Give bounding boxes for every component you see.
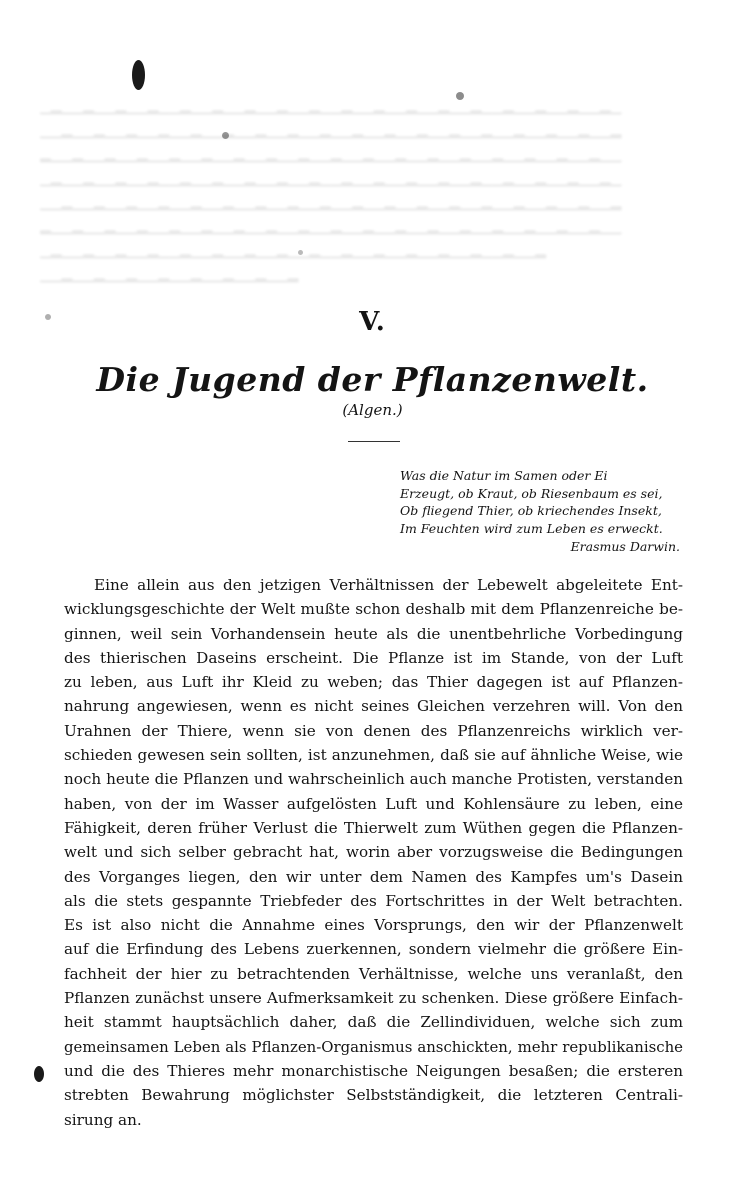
epigraph-line: Erzeugt, ob Kraut, ob Riesenbaum es sei, xyxy=(400,485,663,501)
text-line: des thierischen Daseins erscheint. Die Pflanze ist im Stande, von der Luft xyxy=(64,648,683,667)
chapter-number: V. xyxy=(359,307,386,337)
text-line: gemeinsamen Leben als Pflanzen-Organismus anschickten, mehr republikanische xyxy=(64,1037,683,1056)
text-line: auf die Erfindung des Lebens zuerkennen, sondern vielmehr die größere Ein- xyxy=(64,940,683,959)
text-line: und die des Thieres mehr monarchistische Neigungen besaßen; die ersteren xyxy=(64,1061,683,1080)
text-line: wicklungsgeschichte der Welt mußte schon deshalb mit dem Pflanzenreiche be- xyxy=(64,600,683,619)
body-paragraph xyxy=(64,573,683,1132)
text-line: Pflanzen zunächst unsere Aufmerksamkeit zu schenken. Diese größere Einfach- xyxy=(64,989,683,1008)
text-line: des Vorganges liegen, den wir unter dem Namen des Kampfes um's Dasein xyxy=(64,867,683,886)
text-line: ginnen, weil sein Vorhandensein heute als die unentbehrliche Vorbedingung xyxy=(64,624,683,643)
text-line: als die stets gespannte Triebfeder des Fortschrittes in der Welt betrachten. xyxy=(64,891,683,910)
show-through-texture: ▁▂▁▁▂▁▁▂▁▁▂▁▁▂▁▁▂▁▁▂▁▁▂▁▁▂▁▁▂▁▁▂▁▁▂▁▁▂▁▁▂▁▁▂▁▁▂▁▁▂▁▁▂▁ ▁▁▂▁▁▂▁▁▂▁▁▂▁▁▂▁▁▂▁▁▂▁▁▂▁▁▂▁▁▂▁▁▂▁▁▂▁▁▂▁▁▂▁▁▂▁▁▂▁▁▂▁▁▂ ▂▁▁▂▁▁▂▁▁▂▁▁▂▁▁▂▁▁▂▁▁▂▁▁▂▁▁▂▁▁▂▁▁▂▁▁▂▁▁▂▁▁▂▁▁▂▁▁▂▁▁▂▁▁ ▁▂▁▁▂▁▁▂▁▁▂▁▁▂▁▁▂▁▁▂▁▁▂▁▁▂▁▁▂▁▁▂▁▁▂▁▁▂▁▁▂▁▁▂▁▁▂▁▁▂▁▁▂▁ ▁▁▂▁▁▂▁▁▂▁▁▂▁▁▂▁▁▂▁▁▂▁▁▂▁▁▂▁▁▂▁▁▂▁▁▂▁▁▂▁▁▂▁▁▂▁▁▂▁▁▂▁▁▂ ▂▁▁▂▁▁▂▁▁▂▁▁▂▁▁▂▁▁▂▁▁▂▁▁▂▁▁▂▁▁▂▁▁▂▁▁▂▁▁▂▁▁▂▁▁▂▁▁▂▁▁▂▁▁ ▁▂▁▁▂▁▁▂▁▁▂▁▁▂▁▁▂▁▁▂▁▁▂▁▁▂▁▁▂▁▁▂▁▁▂▁▁▂▁▁▂▁▁▂▁▁▂ ▁▁▂▁▁▂▁▁▂▁▁▂▁▁▂▁▁▂▁▁▂▁▁▂ xyxy=(40,99,622,283)
text-line: Urahnen der Thiere, wenn sie von denen des Pflanzenreichs wirklich ver- xyxy=(64,721,683,740)
text-line: fachheit der hier zu betrachtenden Verhältnisse, welche uns veranlaßt, den xyxy=(64,964,683,983)
text-line: Fähigkeit, deren früher Verlust die Thierwelt zum Wüthen gegen die Pflanzen- xyxy=(64,818,683,837)
text-line: noch heute die Pflanzen und wahrscheinlich auch manche Protisten, verstanden xyxy=(64,770,683,789)
text-line: haben, von der im Wasser aufgelösten Luft und Kohlensäure zu leben, eine xyxy=(64,794,683,813)
text-line: strebten Bewahrung möglichster Selbstständigkeit, die letzteren Centrali- xyxy=(64,1086,683,1105)
text-line: nahrung angewiesen, wenn es nicht seines Gleichen verzehren will. Von den xyxy=(64,697,683,716)
chapter-title: Die Jugend der Pflanzenwelt. xyxy=(96,360,649,399)
text-line: zu leben, aus Luft ihr Kleid zu weben; das Thier dagegen ist auf Pflanzen- xyxy=(64,673,683,692)
ink-speck xyxy=(34,1066,44,1082)
epigraph-author: Erasmus Darwin. xyxy=(570,539,680,555)
text-line: Eine allein aus den jetzigen Verhältnissen der Lebewelt abgeleitete Ent- xyxy=(94,576,683,594)
chapter-subtitle: (Algen.) xyxy=(342,401,403,419)
text-line: welt und sich selber gebracht hat, worin aber vorzugsweise die Bedingungen xyxy=(64,843,683,862)
epigraph-line: Was die Natur im Samen oder Ei xyxy=(400,468,608,483)
text-line: schieden gewesen sein sollten, ist anzunehmen, daß sie auf ähnliche Weise, wie xyxy=(64,746,683,765)
epigraph-line: Ob fliegend Thier, ob kriechendes Insekt, xyxy=(400,503,662,519)
divider-rule xyxy=(348,441,400,442)
ink-speck xyxy=(132,60,145,90)
epigraph xyxy=(400,467,680,556)
text-line: sirung an. xyxy=(64,1110,142,1129)
text-line: heit stammt hauptsächlich daher, daß die Zellindividuen, welche sich zum xyxy=(64,1013,683,1032)
epigraph-line: Im Feuchten wird zum Leben es erweckt. xyxy=(400,520,663,536)
text-line: Es ist also nicht die Annahme eines Vorsprungs, den wir der Pflanzenwelt xyxy=(64,916,683,935)
